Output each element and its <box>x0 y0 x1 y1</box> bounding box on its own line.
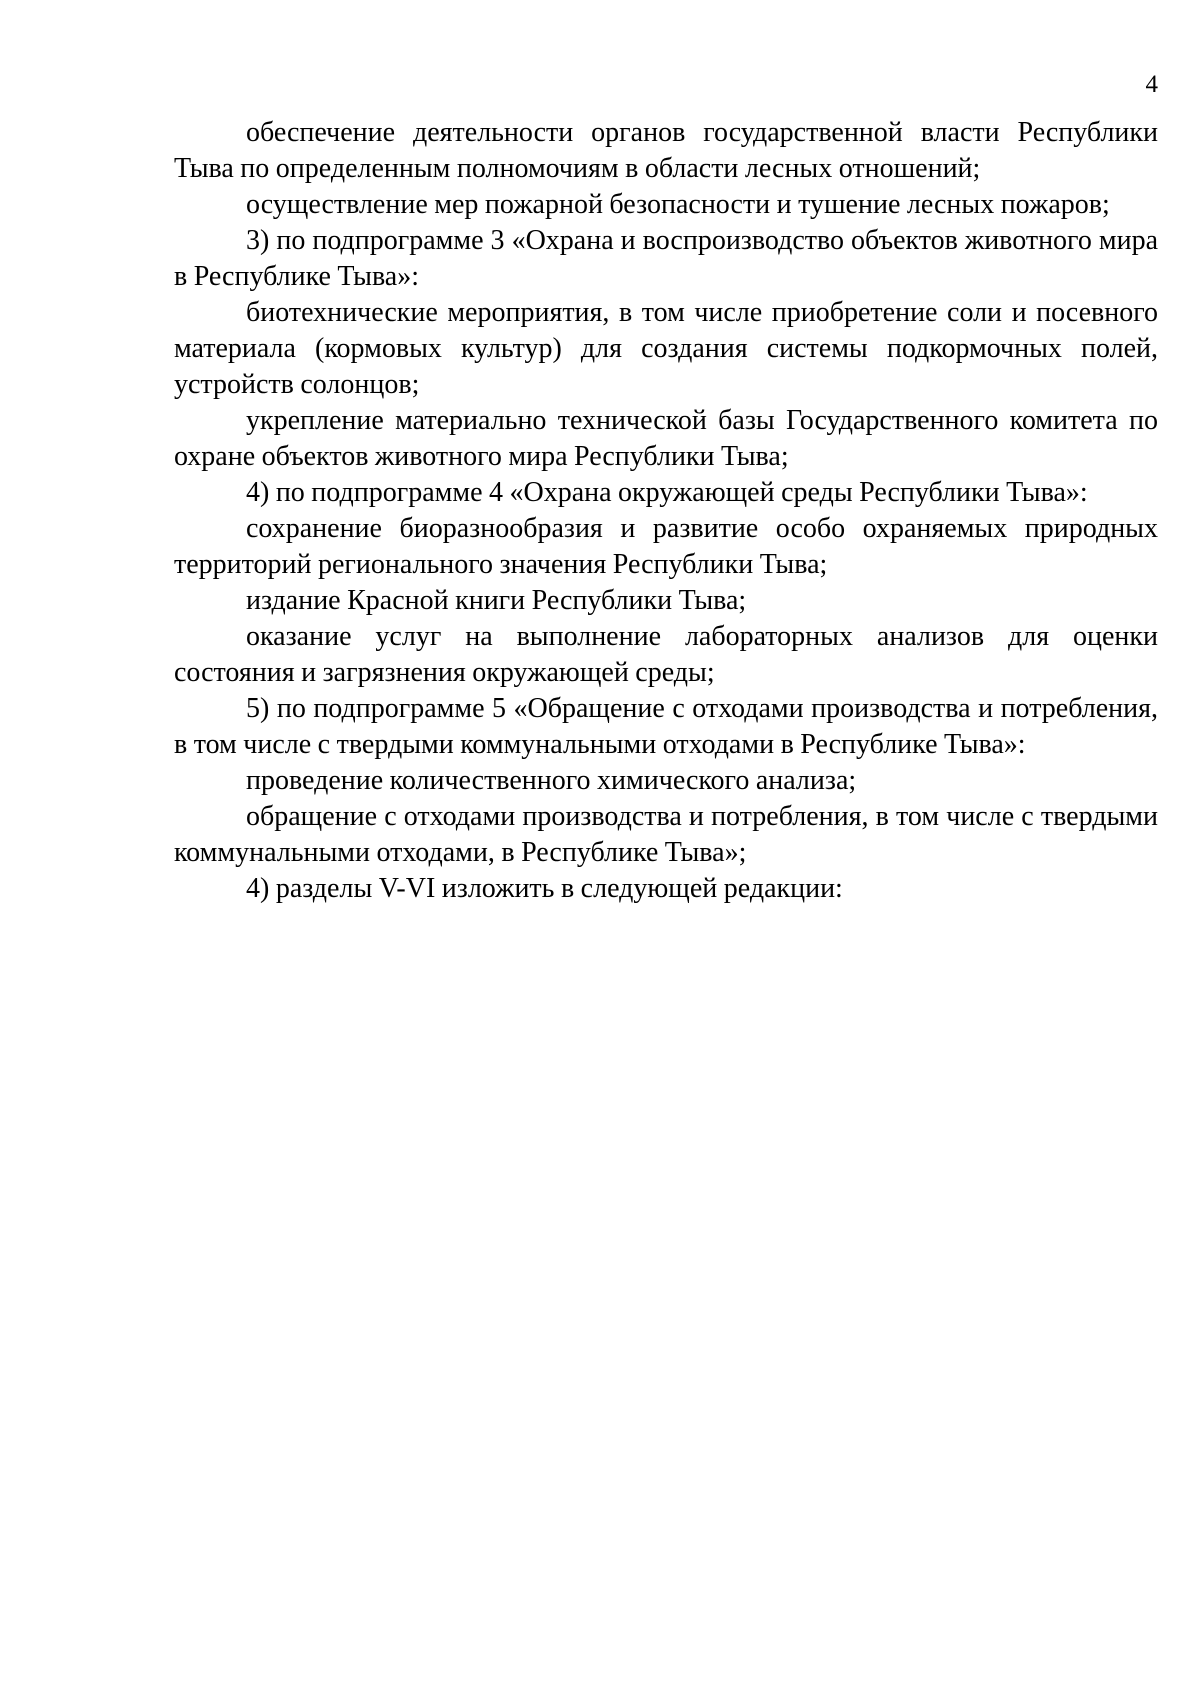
paragraph: обеспечение деятельности органов государственной власти Республики Тыва по определенным полномочиям в области лесных отношений; <box>174 117 1158 184</box>
paragraph: биотехнические мероприятия, в том числе приобретение соли и посевного материала (кормовых культур) для создания системы подкормочных полей, устройств солонцов; <box>174 297 1158 400</box>
paragraph: укрепление материально технической базы Государственного комитета по охране объектов животного мира Республики Тыва; <box>174 405 1158 472</box>
paragraph: 4) разделы V-VI изложить в следующей редакции: <box>246 873 843 904</box>
paragraph: 4) по подпрограмме 4 «Охрана окружающей среды Республики Тыва»: <box>246 477 1088 508</box>
paragraph: оказание услуг на выполнение лабораторных анализов для оценки состояния и загрязнения окружающей среды; <box>174 621 1158 688</box>
paragraph: 5) по подпрограмме 5 «Обращение с отходами производства и потребления, в том числе с твердыми коммунальными отходами в Республике Тыва»: <box>174 693 1158 760</box>
paragraph: осуществление мер пожарной безопасности и тушение лесных пожаров; <box>246 189 1110 220</box>
page-number: 4 <box>1145 71 1158 98</box>
paragraph: 3) по подпрограмме 3 «Охрана и воспроизводство объектов животного мира в Республике Тыва»: <box>174 225 1158 292</box>
paragraph: проведение количественного химического анализа; <box>246 765 857 796</box>
paragraph: сохранение биоразнообразия и развитие особо охраняемых природных территорий регионального значения Республики Тыва; <box>174 513 1158 580</box>
paragraph: издание Красной книги Республики Тыва; <box>246 585 747 616</box>
paragraph: обращение с отходами производства и потребления, в том числе с твердыми коммунальными отходами, в Республике Тыва»; <box>174 801 1158 868</box>
document-body <box>174 115 1158 907</box>
